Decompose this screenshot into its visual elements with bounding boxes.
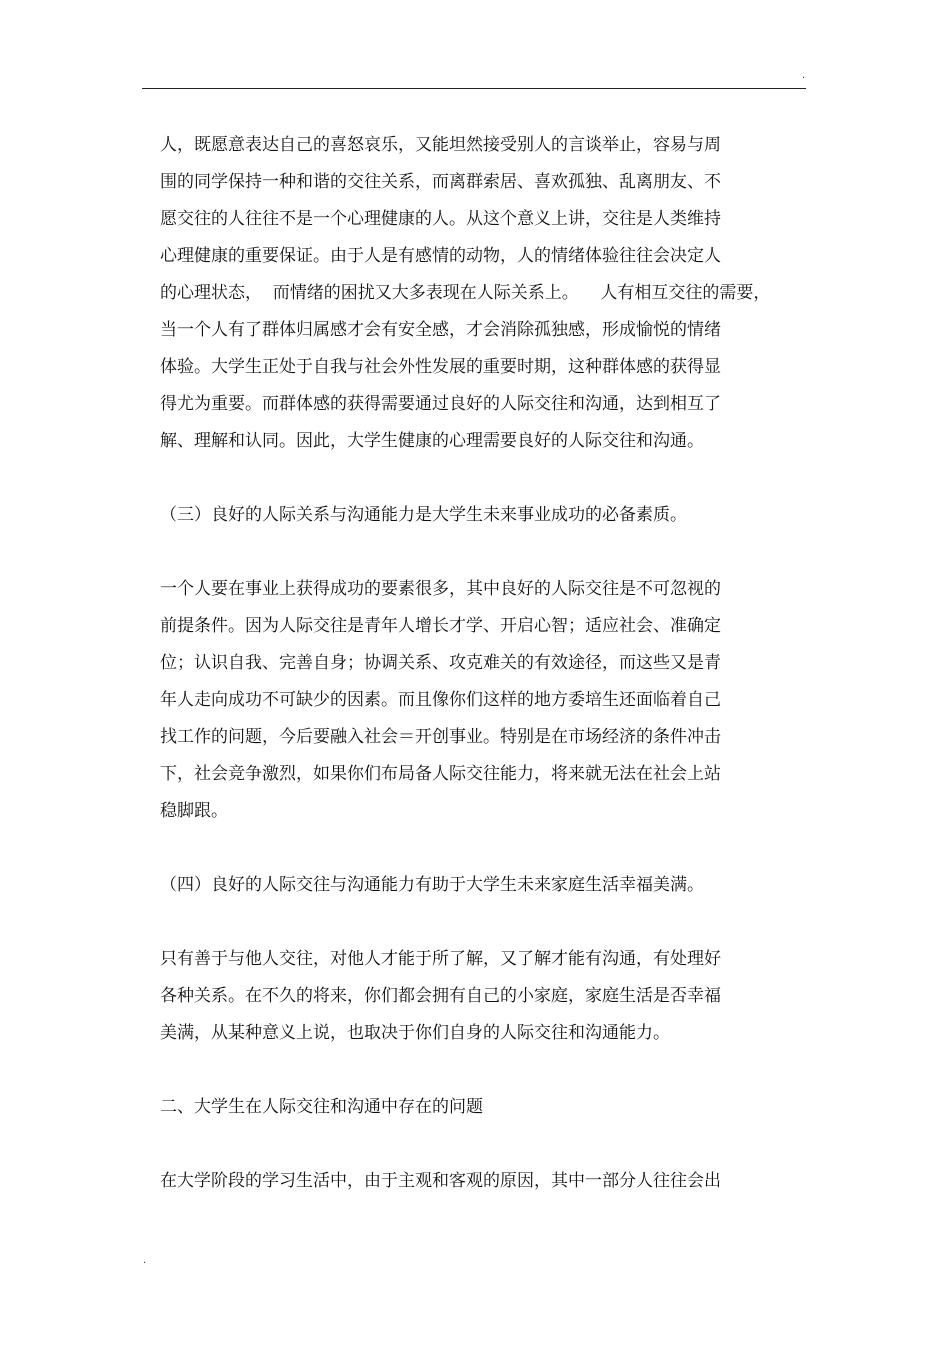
paragraph-gap (160, 1052, 780, 1089)
text-line: 下，社会竞争激烈，如果你们布局备人际交往能力，将来就无法在社会上站 (160, 764, 721, 784)
paragraph-3 (160, 941, 780, 1052)
paragraph-gap (160, 1126, 780, 1163)
heading-line: 二、大学生在人际交往和沟通中存在的问题 (160, 1097, 483, 1117)
text-line: 体验。大学生正处于自我与社会外性发展的重要时期，这种群体感的获得显 (160, 357, 721, 377)
paragraph-gap (160, 904, 780, 941)
text-line: 各种关系。在不久的将来，你们都会拥有自己的小家庭，家庭生活是否幸福 (160, 986, 721, 1006)
section-heading-2 (160, 1089, 780, 1126)
section-heading-3 (160, 497, 780, 534)
text-line: 围的同学保持一种和谐的交往关系，而离群索居、喜欢孤独、乱离朋友、不 (160, 172, 721, 192)
text-line: 位；认识自我、完善自身；协调关系、攻克难关的有效途径，而这些又是青 (160, 653, 721, 673)
text-line: 只有善于与他人交往，对他人才能于所了解，又了解才能有沟通，有处理好 (160, 949, 721, 969)
text-line: 解、理解和认同。因此，大学生健康的心理需要良好的人际交往和沟通。 (160, 431, 704, 451)
heading-line: （四）良好的人际交往与沟通能力有助于大学生未来家庭生活幸福美满。 (160, 875, 704, 895)
paragraph-gap (160, 460, 780, 497)
text-line: 的心理状态， 而情绪的困扰又大多表现在人际关系上。 人有相互交往的需要， (160, 283, 771, 303)
paragraph-2 (160, 571, 780, 830)
text-line: 愿交往的人往往不是一个心理健康的人。从这个意义上讲，交往是人类维持 (160, 209, 721, 229)
text-line: 得尤为重要。而群体感的获得需要通过良好的人际交往和沟通，达到相互了 (160, 394, 721, 414)
text-line: 当一个人有了群体归属感才会有安全感，才会消除孤独感，形成愉悦的情绪 (160, 320, 721, 340)
section-heading-4 (160, 867, 780, 904)
heading-line: （三）良好的人际关系与沟通能力是大学生未来事业成功的必备素质。 (160, 505, 687, 525)
paragraph-gap (160, 534, 780, 571)
text-line: 在大学阶段的学习生活中，由于主观和客观的原因，其中一部分人往往会出 (160, 1171, 721, 1191)
text-line: 美满，从某种意义上说，也取决于你们自身的人际交往和沟通能力。 (160, 1023, 670, 1043)
text-line: 稳脚跟。 (160, 801, 228, 821)
text-line: 人，既愿意表达自己的喜怒哀乐，又能坦然接受别人的言谈举止，容易与周 (160, 135, 721, 155)
text-line: 找工作的问题，今后要融入社会＝开创事业。特别是在市场经济的条件冲击 (160, 727, 721, 747)
paragraph-1 (160, 127, 780, 460)
paragraph-4 (160, 1163, 780, 1200)
text-line: 前提条件。因为人际交往是青年人增长才学、开启心智；适应社会、准确定 (160, 616, 721, 636)
text-line: 心理健康的重要保证。由于人是有感情的动物，人的情绪体验往往会决定人 (160, 246, 721, 266)
text-line: 一个人要在事业上获得成功的要素很多，其中良好的人际交往是不可忽视的 (160, 579, 721, 599)
header-rule (142, 88, 806, 89)
header-mark: . (802, 70, 806, 81)
footer-mark: . (143, 1255, 147, 1266)
text-line: 年人走向成功不可缺少的因素。而且像你们这样的地方委培生还面临着自己 (160, 690, 721, 710)
paragraph-gap (160, 830, 780, 867)
document-body (160, 127, 780, 1200)
